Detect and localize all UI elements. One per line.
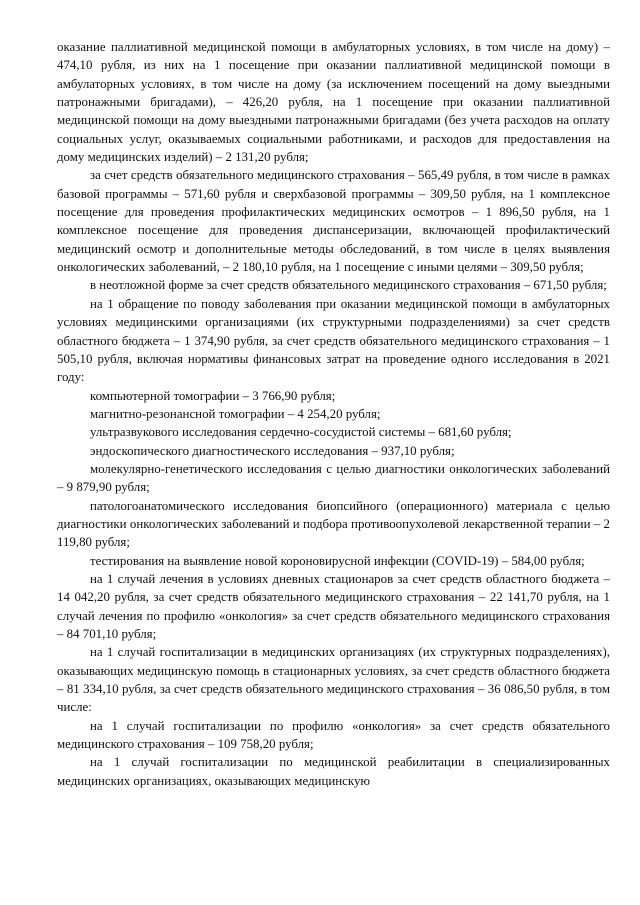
paragraph-disease-appeal: на 1 обращение по поводу заболевания при оказании медицинской помощи в амбулаторных условиях медицинскими организациями (их структурными подразделениями) за счет средств областного бюджета – 1 374,90 рубля, за счет средств обязательного медицинского страхования – 1 505,10 рубля, включая нормативы финансовых затрат на проведение одного исследования в 2021 году:	[57, 296, 610, 385]
document-page	[57, 38, 610, 790]
paragraph-rehabilitation: на 1 случай госпитализации по медицинской реабилитации в специализированных медицинских организациях, оказывающих медицинскую	[57, 755, 610, 788]
paragraph-hospitalization: на 1 случай госпитализации в медицинских организациях (их структурных подразделениях), оказывающих медицинскую помощь в стационарных условиях, за счет средств областного бюджета – 81 334,10 рубля, за счет средств обязательного медицинского страхования – 36 086,50 рубля, в том числе:	[57, 645, 610, 715]
paragraph-ct: компьютерной томографии – 3 766,90 рубля;	[90, 388, 336, 403]
paragraph-endoscopy: эндоскопического диагностического исследования – 937,10 рубля;	[90, 443, 455, 458]
paragraph-ultrasound: ультразвукового исследования сердечно-сосудистой системы – 681,60 рубля;	[90, 425, 512, 440]
paragraph-continuation: оказание паллиативной медицинской помощи в амбулаторных условиях, в том числе на дому) – 474,10 рубля, из них на 1 посещение при оказании паллиативной медицинской помощи в амбулаторных условиях, в том числе на дому (за исключением посещений на дому выездными патронажными бригадами), – 426,20 рубля, на 1 посещение при оказании паллиативной медицинской помощи на дому выездными патронажными бригадами (без учета расходов на оплату социальных услуг, оказываемых социальными работниками, и расходов для предоставления на дому медицинских изделий) – 2 131,20 рубля;	[57, 40, 610, 165]
paragraph-covid-test: тестирования на выявление новой короновирусной инфекции (COVID-19) – 584,00 рубля;	[90, 553, 585, 568]
paragraph-urgent-care: в неотложной форме за счет средств обязательного медицинского страхования – 671,50 рубля;	[90, 278, 607, 293]
paragraph-pathology: патологоанатомического исследования биопсийного (операционного) материала с целью диагностики онкологических заболеваний и подбора противоопухолевой лекарственной терапии – 2 119,80 рубля;	[57, 498, 610, 550]
paragraph-mri: магнитно-резонансной томографии – 4 254,20 рубля;	[90, 406, 381, 421]
paragraph-day-hospital: на 1 случай лечения в условиях дневных стационаров за счет средств областного бюджета – 14 042,20 рубля, за счет средств обязательного медицинского страхования – 22 141,70 рубля, на 1 случай лечения по профилю «онкология» за счет средств обязательного медицинского страхования – 84 701,10 рубля;	[57, 571, 610, 641]
paragraph-molecular-genetic: молекулярно-генетического исследования с целью диагностики онкологических заболеваний – 9 879,90 рубля;	[57, 461, 610, 495]
paragraph-oncology-hospitalization: на 1 случай госпитализации по профилю «онкология» за счет средств обязательного медицинского страхования – 109 758,20 рубля;	[57, 718, 610, 752]
paragraph-oms-visits: за счет средств обязательного медицинского страхования – 565,49 рубля, в том числе в рамках базовой программы – 571,60 рубля и сверхбазовой программы – 309,50 рубля, на 1 комплексное посещение для проведения профилактических медицинских осмотров – 1 896,50 рубля, на 1 комплексное посещение для проведения диспансеризации, включающей профилактический медицинский осмотр и дополнительные методы обследований, в том числе в целях выявления онкологических заболеваний, – 2 180,10 рубля, на 1 посещение с иными целями – 309,50 рубля;	[57, 168, 610, 275]
